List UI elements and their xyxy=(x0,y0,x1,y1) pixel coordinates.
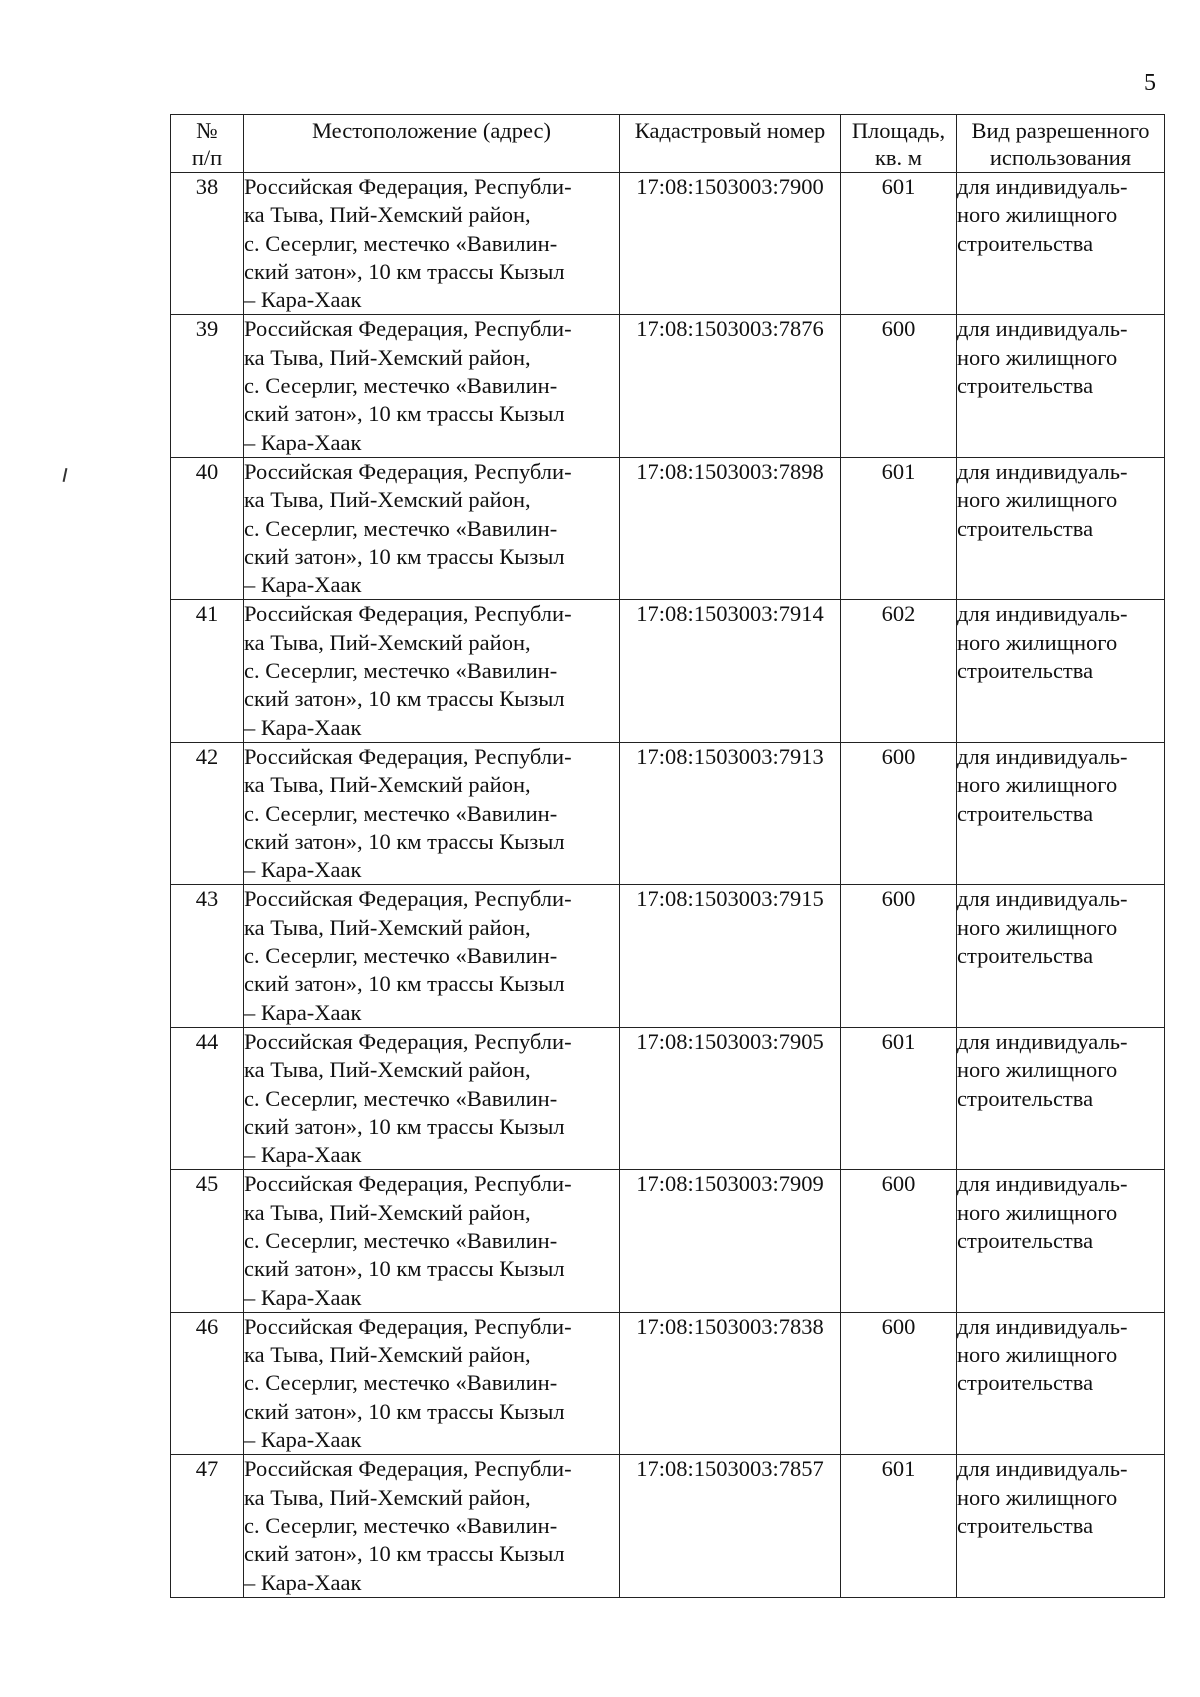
row-permitted-use xyxy=(957,173,1165,315)
table-row xyxy=(171,1170,1165,1312)
address-line: Российская Федерация, Республи- xyxy=(244,316,572,342)
header-number xyxy=(171,115,244,173)
address-line: Российская Федерация, Республи- xyxy=(244,743,572,769)
address-line: с. Сесерлиг, местечко «Вавилин- xyxy=(244,1227,558,1253)
table-row xyxy=(171,1312,1165,1454)
row-cadastral-number: 17:08:1503003:7838 xyxy=(620,1312,841,1454)
row-number: 45 xyxy=(171,1170,244,1312)
address-line: Российская Федерация, Республи- xyxy=(244,1456,572,1482)
address-line: ский затон», 10 км трассы Кызыл xyxy=(244,258,565,284)
use-line: для индивидуаль- xyxy=(957,886,1128,912)
row-address xyxy=(244,1455,620,1597)
use-line: ного жилищного xyxy=(957,1342,1118,1368)
row-number: 43 xyxy=(171,885,244,1027)
row-address xyxy=(244,885,620,1027)
use-line: строительства xyxy=(957,1085,1094,1111)
row-cadastral-number: 17:08:1503003:7876 xyxy=(620,315,841,457)
use-line: для индивидуаль- xyxy=(957,601,1128,627)
address-line: ка Тыва, Пий-Хемский район, xyxy=(244,914,531,940)
use-line: ного жилищного xyxy=(957,1484,1118,1510)
row-permitted-use xyxy=(957,1027,1165,1169)
address-line: ка Тыва, Пий-Хемский район, xyxy=(244,1484,531,1510)
address-line: с. Сесерлиг, местечко «Вавилин- xyxy=(244,1370,558,1396)
address-line: ский затон», 10 км трассы Кызыл xyxy=(244,1541,565,1567)
header-cadastral-number: Кадастровый номер xyxy=(620,115,841,173)
use-line: ного жилищного xyxy=(957,772,1118,798)
row-cadastral-number: 17:08:1503003:7909 xyxy=(620,1170,841,1312)
address-line: – Кара-Хаак xyxy=(244,429,362,455)
use-line: для индивидуаль- xyxy=(957,1171,1128,1197)
address-line: ка Тыва, Пий-Хемский район, xyxy=(244,487,531,513)
address-line: Российская Федерация, Республи- xyxy=(244,886,572,912)
row-address xyxy=(244,1027,620,1169)
address-line: ский затон», 10 км трассы Кызыл xyxy=(244,543,565,569)
use-line: ного жилищного xyxy=(957,629,1118,655)
use-line: ного жилищного xyxy=(957,344,1118,370)
row-cadastral-number: 17:08:1503003:7900 xyxy=(620,173,841,315)
address-line: – Кара-Хаак xyxy=(244,1142,362,1168)
table-row xyxy=(171,1455,1165,1597)
row-number: 39 xyxy=(171,315,244,457)
use-line: ного жилищного xyxy=(957,487,1118,513)
row-cadastral-number: 17:08:1503003:7915 xyxy=(620,885,841,1027)
row-address xyxy=(244,600,620,742)
use-line: для индивидуаль- xyxy=(957,1456,1128,1482)
address-line: с. Сесерлиг, местечко «Вавилин- xyxy=(244,230,558,256)
use-line: строительства xyxy=(957,1512,1094,1538)
address-line: с. Сесерлиг, местечко «Вавилин- xyxy=(244,373,558,399)
address-line: – Кара-Хаак xyxy=(244,572,362,598)
row-area: 600 xyxy=(841,1170,957,1312)
use-line: для индивидуаль- xyxy=(957,1313,1128,1339)
row-number: 41 xyxy=(171,600,244,742)
address-line: – Кара-Хаак xyxy=(244,287,362,313)
address-line: с. Сесерлиг, местечко «Вавилин- xyxy=(244,943,558,969)
row-permitted-use xyxy=(957,742,1165,884)
scan-artifact-mark xyxy=(63,468,68,482)
use-line: ного жилищного xyxy=(957,202,1118,228)
row-area: 601 xyxy=(841,173,957,315)
row-area: 601 xyxy=(841,1027,957,1169)
address-line: Российская Федерация, Республи- xyxy=(244,1028,572,1054)
address-line: – Кара-Хаак xyxy=(244,999,362,1025)
address-line: – Кара-Хаак xyxy=(244,857,362,883)
row-permitted-use xyxy=(957,885,1165,1027)
header-number-line: п/п xyxy=(191,145,223,170)
use-line: ного жилищного xyxy=(957,1199,1118,1225)
use-line: для индивидуаль- xyxy=(957,316,1128,342)
address-line: ский затон», 10 км трассы Кызыл xyxy=(244,828,565,854)
use-line: строительства xyxy=(957,515,1094,541)
table-row xyxy=(171,885,1165,1027)
land-plots-table xyxy=(170,114,1165,1598)
row-permitted-use xyxy=(957,600,1165,742)
use-line: строительства xyxy=(957,230,1094,256)
address-line: ка Тыва, Пий-Хемский район, xyxy=(244,1342,531,1368)
table-row xyxy=(171,600,1165,742)
address-line: с. Сесерлиг, местечко «Вавилин- xyxy=(244,1085,558,1111)
address-line: ский затон», 10 км трассы Кызыл xyxy=(244,1256,565,1282)
table-row xyxy=(171,315,1165,457)
row-cadastral-number: 17:08:1503003:7913 xyxy=(620,742,841,884)
use-line: строительства xyxy=(957,943,1094,969)
row-cadastral-number: 17:08:1503003:7898 xyxy=(620,457,841,599)
row-area: 601 xyxy=(841,457,957,599)
use-line: строительства xyxy=(957,800,1094,826)
address-line: ский затон», 10 км трассы Кызыл xyxy=(244,401,565,427)
row-permitted-use xyxy=(957,457,1165,599)
address-line: ка Тыва, Пий-Хемский район, xyxy=(244,772,531,798)
table-header xyxy=(171,115,1165,173)
row-address xyxy=(244,742,620,884)
address-line: – Кара-Хаак xyxy=(244,1284,362,1310)
row-number: 44 xyxy=(171,1027,244,1169)
row-area: 602 xyxy=(841,600,957,742)
page-number: 5 xyxy=(1144,70,1156,96)
address-line: с. Сесерлиг, местечко «Вавилин- xyxy=(244,658,558,684)
use-line: ного жилищного xyxy=(957,914,1118,940)
row-number: 47 xyxy=(171,1455,244,1597)
row-permitted-use xyxy=(957,1312,1165,1454)
address-line: – Кара-Хаак xyxy=(244,1569,362,1595)
header-area-line: Площадь, xyxy=(851,118,946,143)
table-row xyxy=(171,173,1165,315)
header-use-line: Вид разрешенного xyxy=(971,118,1150,143)
address-line: с. Сесерлиг, местечко «Вавилин- xyxy=(244,800,558,826)
header-address: Местоположение (адрес) xyxy=(244,115,620,173)
table-row xyxy=(171,742,1165,884)
row-address xyxy=(244,1170,620,1312)
row-number: 42 xyxy=(171,742,244,884)
row-area: 600 xyxy=(841,1312,957,1454)
address-line: с. Сесерлиг, местечко «Вавилин- xyxy=(244,1512,558,1538)
address-line: ский затон», 10 км трассы Кызыл xyxy=(244,686,565,712)
row-address xyxy=(244,173,620,315)
address-line: Российская Федерация, Республи- xyxy=(244,601,572,627)
use-line: строительства xyxy=(957,373,1094,399)
address-line: – Кара-Хаак xyxy=(244,1427,362,1453)
address-line: ка Тыва, Пий-Хемский район, xyxy=(244,1199,531,1225)
row-area: 600 xyxy=(841,315,957,457)
table-row xyxy=(171,457,1165,599)
address-line: ский затон», 10 км трассы Кызыл xyxy=(244,1398,565,1424)
address-line: Российская Федерация, Республи- xyxy=(244,458,572,484)
address-line: ка Тыва, Пий-Хемский район, xyxy=(244,629,531,655)
row-permitted-use xyxy=(957,1170,1165,1312)
row-area: 600 xyxy=(841,885,957,1027)
row-cadastral-number: 17:08:1503003:7914 xyxy=(620,600,841,742)
address-line: Российская Федерация, Республи- xyxy=(244,1171,572,1197)
address-line: ка Тыва, Пий-Хемский район, xyxy=(244,1057,531,1083)
row-cadastral-number: 17:08:1503003:7857 xyxy=(620,1455,841,1597)
row-address xyxy=(244,457,620,599)
table-row xyxy=(171,1027,1165,1169)
use-line: строительства xyxy=(957,1370,1094,1396)
address-line: ка Тыва, Пий-Хемский район, xyxy=(244,344,531,370)
address-line: Российская Федерация, Республи- xyxy=(244,174,572,199)
use-line: ного жилищного xyxy=(957,1057,1118,1083)
address-line: ка Тыва, Пий-Хемский район, xyxy=(244,202,531,228)
row-address xyxy=(244,1312,620,1454)
address-line: – Кара-Хаак xyxy=(244,714,362,740)
row-address xyxy=(244,315,620,457)
use-line: для индивидуаль- xyxy=(957,743,1128,769)
address-line: с. Сесерлиг, местечко «Вавилин- xyxy=(244,515,558,541)
row-number: 40 xyxy=(171,457,244,599)
header-permitted-use xyxy=(957,115,1165,173)
use-line: для индивидуаль- xyxy=(957,1028,1128,1054)
address-line: ский затон», 10 км трассы Кызыл xyxy=(244,1113,565,1139)
use-line: для индивидуаль- xyxy=(957,174,1128,199)
row-permitted-use xyxy=(957,315,1165,457)
use-line: для индивидуаль- xyxy=(957,458,1128,484)
header-use-line: использования xyxy=(989,145,1132,170)
row-area: 600 xyxy=(841,742,957,884)
use-line: строительства xyxy=(957,658,1094,684)
row-permitted-use xyxy=(957,1455,1165,1597)
header-area-line: кв. м xyxy=(874,145,923,170)
row-area: 601 xyxy=(841,1455,957,1597)
row-number: 38 xyxy=(171,173,244,315)
address-line: Российская Федерация, Республи- xyxy=(244,1313,572,1339)
header-number-line: № xyxy=(196,118,218,143)
table-body xyxy=(171,173,1165,1598)
address-line: ский затон», 10 км трассы Кызыл xyxy=(244,971,565,997)
row-number: 46 xyxy=(171,1312,244,1454)
header-area xyxy=(841,115,957,173)
header-row xyxy=(171,115,1165,173)
row-cadastral-number: 17:08:1503003:7905 xyxy=(620,1027,841,1169)
use-line: строительства xyxy=(957,1227,1094,1253)
